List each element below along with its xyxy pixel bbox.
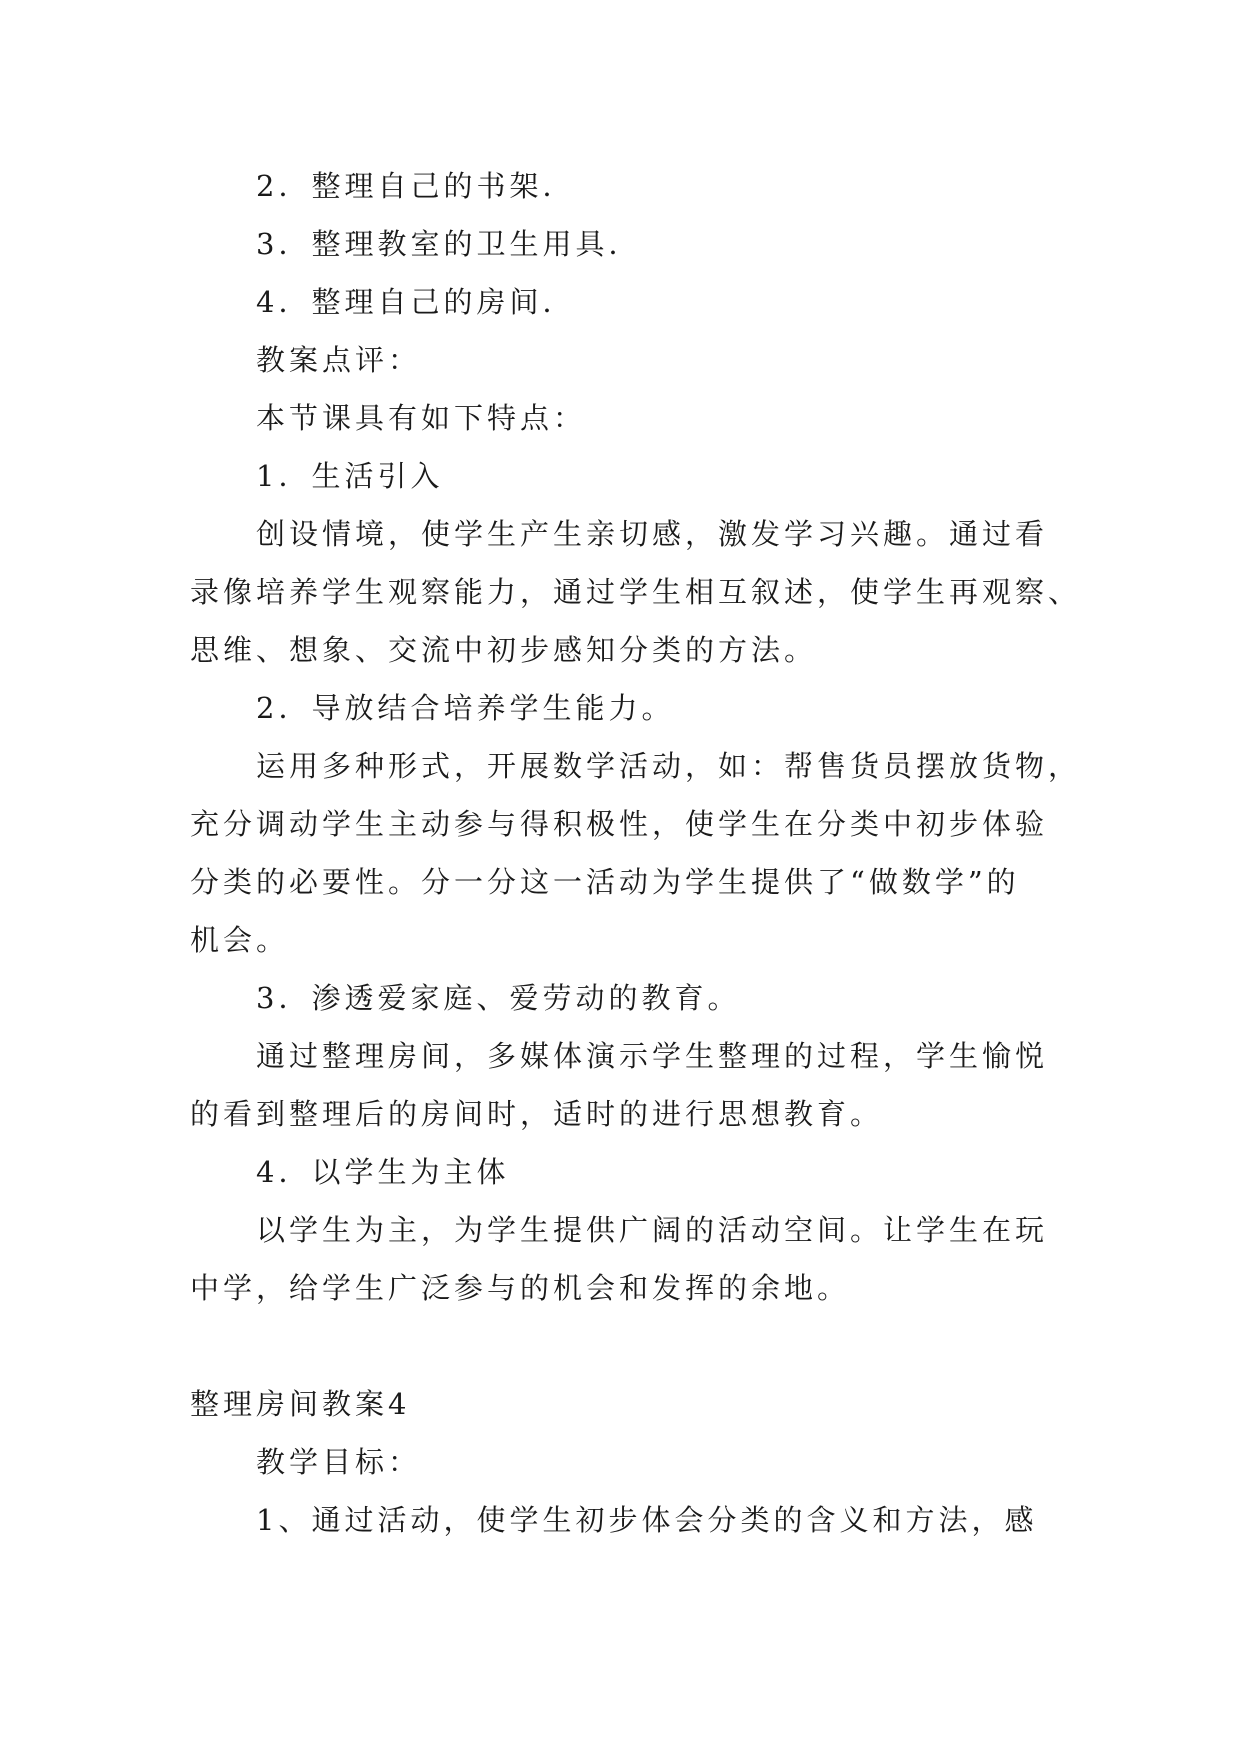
paragraph-line: 运用多种形式，开展数学活动，如：帮售货员摆放货物， bbox=[256, 749, 1082, 783]
list-item: 3．渗透爱家庭、爱劳动的教育。 bbox=[256, 981, 741, 1015]
paragraph-line: 的看到整理后的房间时，适时的进行思想教育。 bbox=[190, 1097, 884, 1131]
list-item: 2．导放结合培养学生能力。 bbox=[256, 691, 675, 725]
paragraph-line: 分类的必要性。分一分这一活动为学生提供了“做数学”的 bbox=[190, 865, 1020, 899]
list-item: 2．整理自己的书架． bbox=[256, 169, 576, 203]
paragraph-line: 充分调动学生主动参与得积极性，使学生在分类中初步体验 bbox=[190, 807, 1049, 841]
paragraph-line: 通过整理房间，多媒体演示学生整理的过程，学生愉悦 bbox=[256, 1039, 1049, 1073]
section-heading: 整理房间教案4 bbox=[190, 1387, 411, 1421]
section-label: 教案点评： bbox=[256, 343, 422, 377]
paragraph-line: 本节课具有如下特点： bbox=[256, 401, 587, 435]
paragraph-line: 思维、想象、交流中初步感知分类的方法。 bbox=[190, 633, 818, 667]
paragraph-line: 中学，给学生广泛参与的机会和发挥的余地。 bbox=[190, 1271, 851, 1305]
list-item: 3．整理教室的卫生用具． bbox=[256, 227, 642, 261]
paragraph-line: 1、通过活动，使学生初步体会分类的含义和方法，感 bbox=[256, 1503, 1038, 1537]
paragraph-line: 录像培养学生观察能力，通过学生相互叙述，使学生再观察、 bbox=[190, 575, 1082, 609]
paragraph-line: 以学生为主，为学生提供广阔的活动空间。让学生在玩 bbox=[256, 1213, 1049, 1247]
list-item: 4．整理自己的房间． bbox=[256, 285, 576, 319]
list-item: 4．以学生为主体 bbox=[256, 1155, 510, 1189]
section-label: 教学目标： bbox=[256, 1445, 422, 1479]
list-item: 1．生活引入 bbox=[256, 459, 444, 493]
paragraph-line: 机会。 bbox=[190, 923, 290, 957]
paragraph-line: 创设情境，使学生产生亲切感，激发学习兴趣。通过看 bbox=[256, 517, 1049, 551]
